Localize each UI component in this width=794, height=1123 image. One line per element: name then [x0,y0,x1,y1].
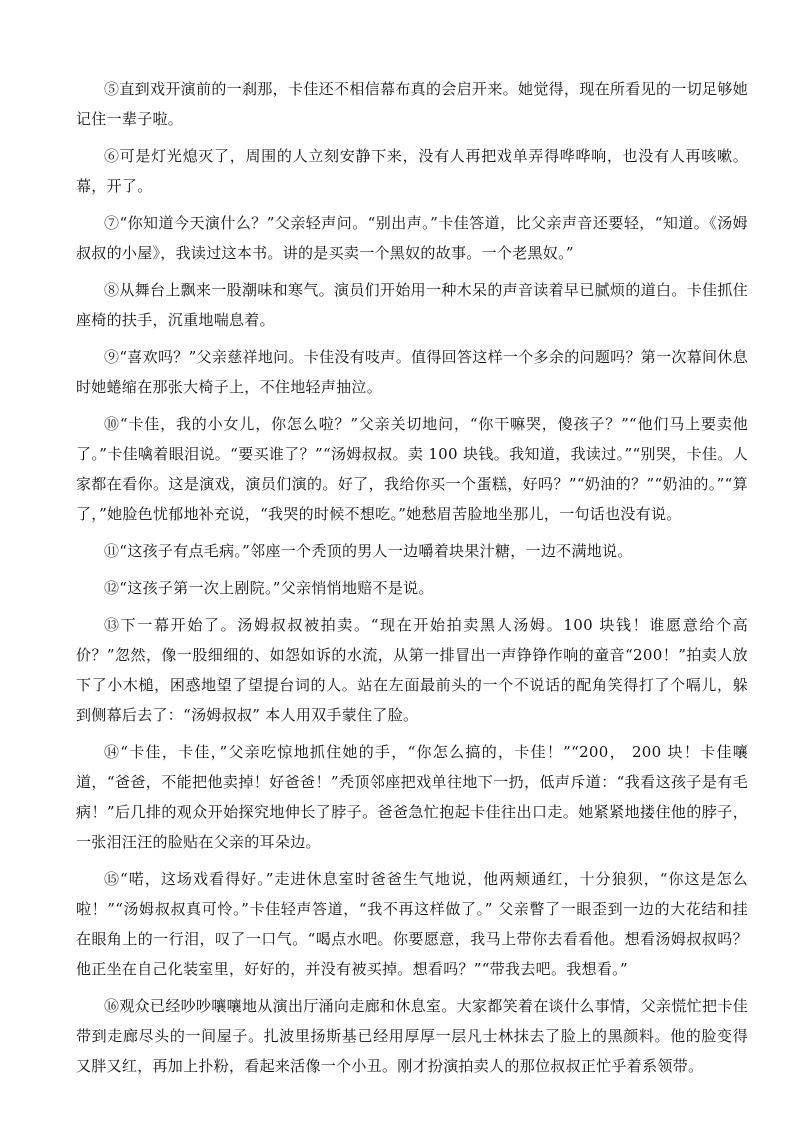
paragraph-8: ⑧从舞台上飘来一股潮味和寒气。演员们开始用一种木呆的声音读着早已腻烦的道白。卡佳抓住座椅的扶手，沉重地喘息着。 [76,281,748,329]
paragraph-11: ⑪“这孩子有点毛病。”邻座一个秃顶的男人一边嚼着块果汁糖，一边不满地说。 [104,542,633,560]
paragraph-9: ⑨“喜欢吗？”父亲慈祥地问。卡佳没有吱声。值得回答这样一个多余的问题吗？第一次幕间休息时她蜷缩在那张大椅子上，不住地轻声抽泣。 [76,348,748,396]
paragraph-6: ⑥可是灯光熄灭了，周围的人立刻安静下来，没有人再把戏单弄得哗哗响，也没有人再咳嗽。幕，开了。 [76,147,748,195]
paragraph-14: ⑭“卡佳，卡佳，”父亲吃惊地抓住她的手，“你怎么搞的，卡佳！”“200， 200 块！卡佳嚷道，“爸爸，不能把他卖掉！好爸爸！”秃顶邻座把戏单往地下一扔，低声斥道：“我看这孩子是有毛病！”后几排的观众开始探究地伸长了脖子。爸爸急忙抱起卡佳往出口走。她紧紧地搂住他的脖子，一张泪汪汪的脸贴在父亲的耳朵边。 [76,743,748,851]
paragraph-12: ⑫“这孩子第一次上剧院。”父亲悄悄地赔不是说。 [104,579,434,597]
paragraph-5: ⑤直到戏开演前的一刹那，卡佳还不相信幕布真的会启开来。她觉得，现在所看见的一切足够她记住一辈子啦。 [76,80,748,128]
paragraph-10: ⑩“卡佳，我的小女儿，你怎么啦？”父亲关切地问，“你干嘛哭，傻孩子？”“他们马上要卖他了。”卡佳噙着眼泪说。“要买谁了？”“汤姆叔叔。卖 100 块钱。我知道，我读过。”“别哭，卡佳。人家都在看你。这是演戏，演员们演的。好了，我给你买一个蛋糕，好吗？”“奶油的？”“奶油的。”“算了，”她脸色忧郁地补充说，“我哭的时候不想吃。”她愁眉苦脸地坐那儿，一句话也没有说。 [76,415,748,523]
paragraph-15: ⑮“喏，这场戏看得好。”走进休息室时爸爸生气地说，他两颊通红，十分狼狈，“你这是怎么啦！”“汤姆叔叔真可怜。”卡佳轻声答道，“我不再这样做了。” 父亲瞥了一眼歪到一边的大花结和挂在眼角上的一行泪，叹了一口气。“喝点水吧。你要愿意，我马上带你去看看他。想看汤姆叔叔吗？他正坐在自己化装室里，好好的，并没有被买掉。想看吗？”“带我去吧。我想看。” [76,870,748,978]
document-body [76,74,748,1088]
paragraph-16: ⑯观众已经吵吵嚷嚷地从演出厅涌向走廊和休息室。大家都笑着在谈什么事情，父亲慌忙把卡佳带到走廊尽头的一间屋子。扎波里扬斯基已经用厚厚一层凡士林抹去了脸上的黑颜料。他的脸变得又胖又红，再加上扑粉，看起来活像一个小丑。刚才扮演拍卖人的那位叔叔正忙乎着系领带。 [76,997,748,1075]
paragraph-7: ⑦“你知道今天演什么？”父亲轻声问。“别出声。”卡佳答道，比父亲声音还要轻，“知道。《汤姆叔叔的小屋》，我读过这本书。讲的是买卖一个黑奴的故事。一个老黑奴。” [76,214,748,262]
paragraph-13: ⑬下一幕开始了。汤姆叔叔被拍卖。“现在开始拍卖黑人汤姆。100 块钱！谁愿意给个高价？”忽然，像一股细细的、如怨如诉的水流，从第一排冒出一声铮铮作响的童音“200！”拍卖人放下了小木槌，困惑地望了望提台词的人。站在左面最前头的一个不说话的配角笑得打了个嗝儿，躲到侧幕后去了：“汤姆叔叔” 本人用双手蒙住了脸。 [76,616,748,724]
